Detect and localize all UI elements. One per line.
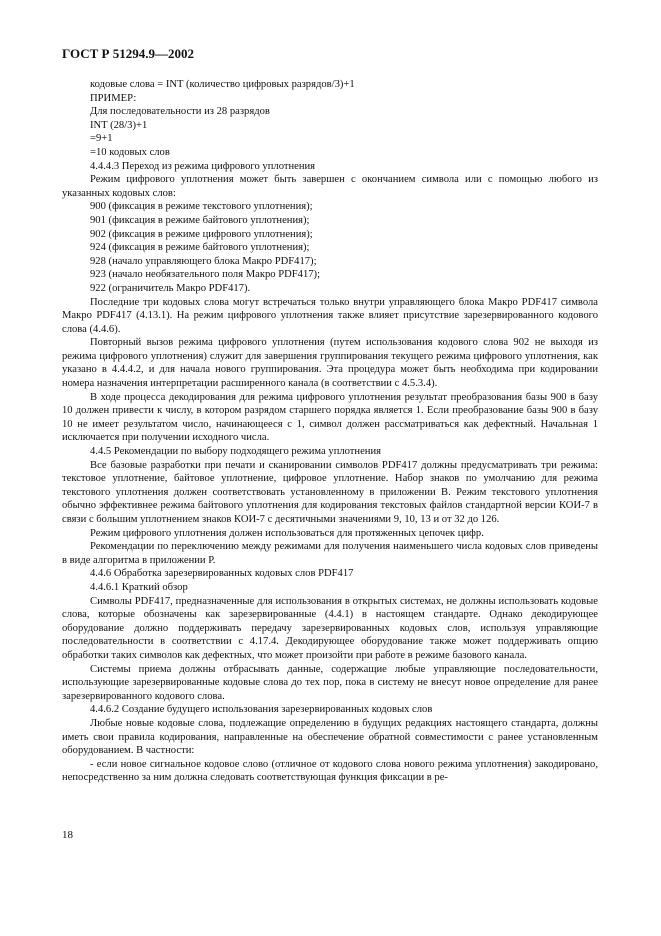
paragraph: Последние три кодовых слова могут встречаться только внутри управляющего блока Макро PDF417 символа Макро PDF417 (4.13.1). На режим цифрового уплотнения также влияет присутствие зарезервированного кодового слова (4.4.6). <box>62 296 598 335</box>
paragraph: 900 (фиксация в режиме текстового уплотнения); <box>90 201 313 213</box>
paragraph: 4.4.6 Обработка зарезервированных кодовых слов PDF417 <box>90 568 354 580</box>
paragraph: =9+1 <box>90 133 113 145</box>
paragraph: В ходе процесса декодирования для режима цифрового уплотнения результат преобразования базы 900 в базу 10 должен привести к числу, в котором разрядом старшего порядка является 1. Если преобразование базы 900 в базу 10 не имеет результатом число, начинающееся с 1, символ должен рассматриваться как дефектный. Начальная 1 исключается при получении исходного числа. <box>62 391 598 444</box>
paragraph: 923 (начало необязательного поля Макро PDF417); <box>90 269 321 281</box>
paragraph: INT (28/3)+1 <box>90 119 148 131</box>
paragraph: Повторный вызов режима цифрового уплотнения (путем использования кодового слова 902 не выходя из режима цифрового уплотнения) служит для завершения группирования текущего режима цифрового уплотнения, как указано в 4.4.4.2, и для начала нового группирования. Эта процедура может быть необходима при кодировании номера назначения интерпретации расширенного канала (в соответствии с 4.5.3.4). <box>62 337 598 390</box>
paragraph: 901 (фиксация в режиме байтового уплотнения); <box>90 214 310 226</box>
paragraph: Режим цифрового уплотнения должен использоваться для протяженных цепочек цифр. <box>90 527 484 539</box>
paragraph: Все базовые разработки при печати и сканировании символов PDF417 должны предусматривать три режима: текстовое уплотнение, байтовое уплотнение, цифровое уплотнение. Набор знаков по умолчанию для режима текстового уплотнения должен соответствовать установленному в приложении В. Режим текстового уплотнения обычно эффективнее режима байтового уплотнения для кодирования текстовых файлов стандартной версии КОИ-7 в связи с большим уплотнением знаков КОИ-7 с десятичными значениями 9, 10, 13 и от 32 до 126. <box>62 459 598 525</box>
paragraph: =10 кодовых слов <box>90 146 170 158</box>
paragraph: Для последовательности из 28 разрядов <box>90 106 270 118</box>
paragraph: Системы приема должны отбрасывать данные, содержащие любые управляющие последовательности, использующие зарезервированные кодовые слова до тех пор, пока в систему не внесут новое определение для ранее зарезервированного кодового слова. <box>62 663 598 702</box>
paragraph: ПРИМЕР: <box>90 92 137 104</box>
paragraph: - если новое сигнальное кодовое слово (отличное от кодового слова нового режима уплотнения) закодировано, непосредственно за ним должна следовать соответствующая функция фиксации в ре- <box>62 758 598 784</box>
paragraph: 902 (фиксация в режиме цифрового уплотнения); <box>90 228 313 240</box>
paragraph: 4.4.6.2 Создание будущего использования зарезервированных кодовых слов <box>90 704 433 716</box>
paragraph: 4.4.4.3 Переход из режима цифрового уплотнения <box>90 160 316 172</box>
paragraph: Символы PDF417, предназначенные для использования в открытых системах, не должны использовать кодовые слова, которые обозначены как зарезервированные (4.4.1) в настоящем стандарте. Однако декодирующее оборудование должно поддерживать передачу зарезервированных кодовых слов, используя управляющие последовательности в соответствии с 4.17.4. Декодирующее оборудование также может поддерживать опцию обработки таких символов как дефектных, что может произойти при работе в режиме базового канала. <box>62 595 598 661</box>
page-number: 18 <box>62 829 73 841</box>
paragraph: 928 (начало управляющего блока Макро PDF417); <box>90 255 317 267</box>
document-body <box>62 78 598 785</box>
paragraph: 922 (ограничитель Макро PDF417). <box>90 282 251 294</box>
paragraph: 4.4.6.1 Краткий обзор <box>90 581 188 593</box>
paragraph: Любые новые кодовые слова, подлежащие определению в будущих редакциях настоящего стандарта, должны иметь свои правила кодирования, направленные на обеспечение обратной совместимости с ранее установленным оборудованием. В частности: <box>62 717 598 757</box>
document-header: ГОСТ Р 51294.9—2002 <box>62 46 194 61</box>
paragraph: Режим цифрового уплотнения может быть завершен с окончанием символа или с помощью любого из указанных кодовых слов: <box>62 174 598 199</box>
paragraph: 4.4.5 Рекомендации по выбору подходящего режима уплотнения <box>90 446 382 458</box>
paragraph: кодовые слова = INT (количество цифровых разрядов/3)+1 <box>90 79 355 90</box>
paragraph: 924 (фиксация в режиме байтового уплотнения); <box>90 242 310 254</box>
paragraph: Рекомендации по переключению между режимами для получения наименьшего числа кодовых слов приведены в виде алгоритма в приложении Р. <box>62 541 598 566</box>
